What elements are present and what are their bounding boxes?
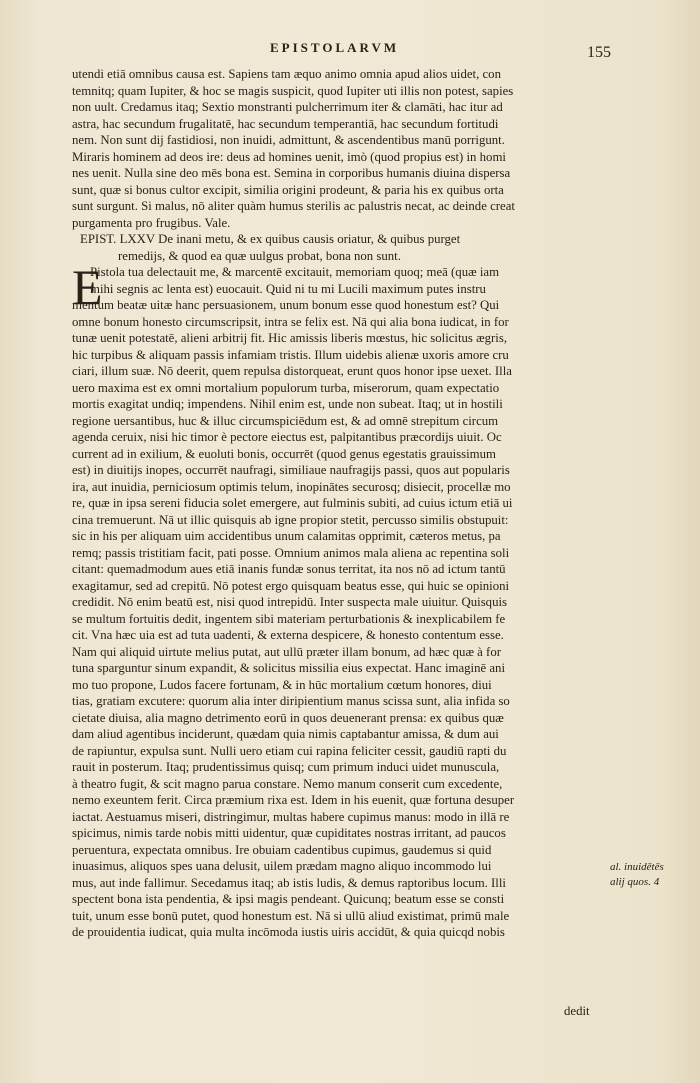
text-line: utendi etiā omnibus causa est. Sapiens tam æquo animo omnia apud alios uidet, con — [72, 67, 501, 81]
text-line: cietate diuisa, alia magno detrimento eorū in quos deuenerant prensa: ex quibus quæ — [72, 710, 504, 725]
text-line: nem. Non sunt dij fastidiosi, non inuidi, admittunt, & ascendentibus manū porrigunt. — [72, 133, 505, 147]
text-line: remedijs, & quod ea quæ uulgus probat, bona non sunt. — [118, 248, 401, 263]
text-line: ira, aut inuidia, perniciosum optimis telum, inopinātes securosq; disiecit, procellæ mo — [72, 479, 511, 494]
text-line: remq; passis tristitiam facit, pati posse. Omnium animos mala aliena ac repentina soli — [72, 545, 510, 560]
text-line: tias, gratiam excutere: quorum alia inter diripientium manus scissa sunt, alia infida so — [72, 694, 510, 708]
text-line: ciari, illum suæ. Nō deerit, quem repulsa distorqueat, erunt quos honor ipse uexet. Illa — [72, 364, 512, 378]
text-line: mus, aut inde fallimur. Secedamus itaq; ab istis ludis, & demus raptoribus locum. Illi — [72, 875, 506, 890]
text-line: credidit. Nō enim beatū est, nisi quod intrepidū. Inter suspecta male uiuitur. Quisquis — [72, 595, 508, 609]
text-line: cina tremuerunt. Nā ut illic quisquis ab igne propior stetit, percusso similis obstupuit: — [72, 512, 509, 527]
text-line: à theatro fugit, & scit magno parua constare. Nemo manum conserit cum excedente, — [72, 776, 503, 791]
drop-capital: E — [72, 259, 103, 315]
text-line: Nam qui aliquid uirtute melius putat, aut ullū præter illam bonum, ad hæc quæ à for — [72, 644, 501, 659]
page-number: 155 — [587, 44, 611, 61]
text-line: inuasimus, aliquos spes uana delusit, uilem prædam magno aliquo incommodo lui — [72, 859, 492, 873]
text-line: nemo exeuntem ferit. Circa præmium rixa est. Idem in his euenit, quæ fortuna desuper — [72, 793, 515, 807]
text-line: astra, hac secundum frugalitatē, hac secundum temperantiā, hac secundum fortitudi — [72, 116, 499, 131]
catchword: dedit — [564, 1004, 590, 1018]
text-line: de rapiuntur, expulsa sunt. Nulli uero etiam cui rapina feliciter cessit, gaudiū rapti du — [72, 743, 507, 758]
text-line: spectent bona ista pendentia, & ipsi magis pendeant. Quicunq; beatum esse se consti — [72, 892, 505, 906]
running-head: EPISTOLARVM — [270, 40, 400, 55]
text-line: exagitamur, sed ad crepitū. Nō potest ergo quisquam beatus esse, qui huic se opinioni — [72, 578, 510, 593]
text-line: tuna sparguntur sinum expandit, & solicitus missilia eius expectat. Hanc imaginē ani — [72, 661, 505, 675]
body-text — [72, 66, 607, 941]
text-line: de prouidentia iudicat, quia multa incōmoda iustis uiris accidūt, & quia quicqd nobis — [72, 925, 505, 939]
text-line: nes uenit. Nulla sine deo mēs bona est. Semina in corporibus humanis diuina dispersa — [72, 166, 511, 180]
text-line: purgamenta pro frugibus. Vale. — [72, 215, 231, 230]
text-line: se multum fortuitis dedit, ingentem sibi materiam perturbationis & inexplicabilem fe — [72, 611, 506, 626]
text-line: agenda ceruix, nisi hic timor è pectore eiectus est, palpitantibus præcordijs uiuit. Oc — [72, 430, 502, 444]
text-line: sic in his per aliquam uim accidentibus unum calamitas opprimit, cæteros metus, pa — [72, 529, 501, 543]
marginal-note-line: al. inuidētēs — [610, 861, 664, 873]
text-line: temnitq; quam Iupiter, & hoc se magis suspicit, quod Iupiter uti illis non potest, sapies — [72, 83, 514, 98]
text-line: omne bonum honesto circumscripsit, intra se felix est. Nā qui alia bona iudicat, in for — [72, 314, 509, 329]
text-line: est) in diuitijs inopes, occurrēt naufragi, similiaue naufragijs passi, quos aut popularis — [72, 463, 510, 477]
text-line: sunt, quæ si bonus cultor excipit, similia origini prodeunt, & paria his ex quibus orta — [72, 182, 504, 197]
text-line: hic turpibus & aliquam passis infamiam tristis. Illum uidebis alienæ uxoris amore cru — [72, 347, 509, 362]
text-line: Pistola tua delectauit me, & marcentē excitauit, memoriam quoq; meā (quæ iam — [90, 265, 500, 279]
text-line: cit. Vna hæc uia est ad tuta uadenti, & externa despicere, & honesto contentum esse. — [72, 628, 504, 642]
text-line: EPIST. LXXV De inani metu, & ex quibus causis oriatur, & quibus purget — [80, 232, 461, 246]
text-line: iactat. Aestuamus miseri, distringimur, multas habere cupimus manus: modo in illā re — [72, 809, 510, 824]
text-line: rauit in posterum. Itaq; prudentissimus quisq; cum primum induci uidet munuscula, — [72, 760, 500, 774]
text-line: regione uersantibus, huc & illuc circumspiciēdum est, & ad omnē strepitum circum — [72, 413, 499, 428]
marginal-note-line: alij quos. 4 — [610, 876, 660, 888]
text-line: spicimus, nimis tarde nobis mitti uidentur, quæ cupiditates nostras irritant, ad paucos — [72, 826, 506, 840]
text-line: sunt surgunt. Si malus, nō aliter quàm humus sterilis ac palustris necat, ac deinde creat — [72, 199, 515, 213]
text-line: current ad in exilium, & euoluti bonis, occurrēt (quod genus egestatis grauissimum — [72, 446, 496, 461]
text-line: mentum beatæ uitæ hanc persuasionem, unum bonum esse quod honestum est? Qui — [72, 298, 500, 312]
marginal-note — [610, 860, 694, 890]
text-line: re, quæ in ipsa sereni fiducia solet emergere, aut fulminis subiti, ad cuius ictum etiā ui — [72, 496, 513, 510]
text-line: mortis exagitat undiq; impendens. Nihil enim est, unde non subeat. Itaq; ut in hostili — [72, 397, 503, 411]
text-line: non uult. Credamus itaq; Sextio monstranti pulcherrimum iter & clamāti, hac itur ad — [72, 100, 503, 114]
text-line: citant: quemadmodum aues etiā inanis fundæ sonus territat, ita nos nō ad ictum tantū — [72, 562, 506, 576]
text-line: dam aliud agentibus inciderunt, quædam quia nimis captabantur amissa, & dum aui — [72, 727, 499, 741]
text-line: mihi segnis ac lenta est) euocauit. Quid ni tu mi Lucili maximum putes instru — [90, 281, 486, 296]
text-line: peruentura, expectata omnibus. Ire obuiam cadentibus cupimus, gaudemus si quid — [72, 842, 492, 857]
text-line: uero maxima est ex omni mortalium populorum turba, miserorum, quam expectatio — [72, 380, 500, 395]
text-line: tunæ uenit potestatē, alieni arbitrij fit. Hic amissis liberis mœstus, hic solicitus ægris, — [72, 331, 508, 345]
text-line: Miraris hominem ad deos ire: deus ad homines uenit, imò (quod propius est) in homi — [72, 149, 506, 164]
text-line: mo tuo propone, Ludos facere fortunam, & in hūc mortalium cœtum honores, diui — [72, 677, 492, 692]
text-line: tuit, unum esse bonū putet, quod honestum est. Nā si ullū aliud existimat, primū male — [72, 908, 510, 923]
